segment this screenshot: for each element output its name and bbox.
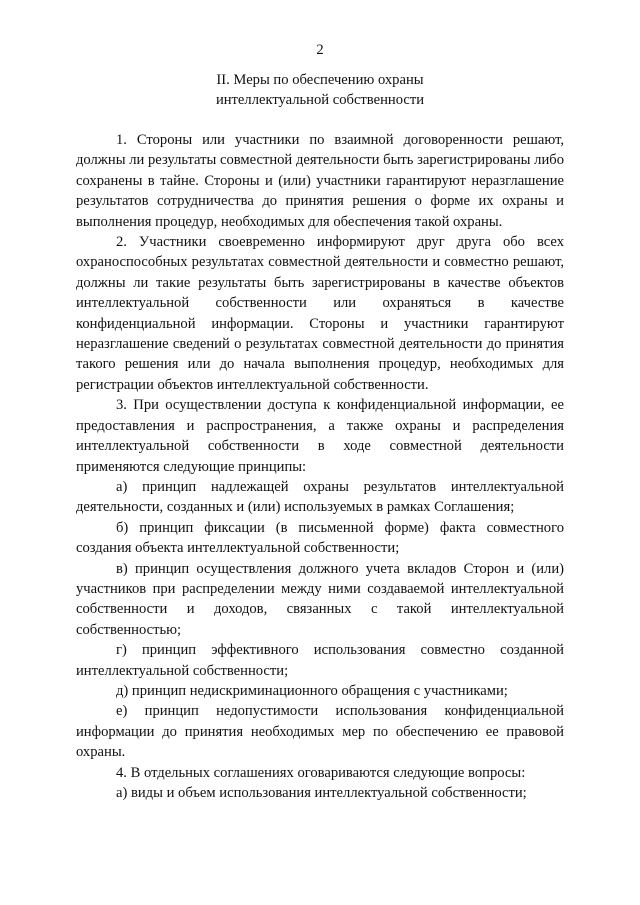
document-body xyxy=(76,130,564,803)
principle-e: д) принцип недискриминационного обращения с участниками; xyxy=(116,682,508,699)
paragraph-3-principles-intro: 3. При осуществлении доступа к конфиденциальной информации, ее предоставления и распространения, а также охраны и распределения интеллектуальной собственности в ходе совместной деятельности применяются следующие принципы: xyxy=(76,397,564,475)
principle-b: б) принцип фиксации (в письменной форме) факта совместного создания объекта интеллектуальной собственности; xyxy=(76,519,564,557)
principle-c: в) принцип осуществления должного учета вкладов Сторон и (или) участников при распределении между ними создаваемой интеллектуальной собственности и доходов, связанных с такой интеллектуальной собственностью; xyxy=(76,560,564,638)
page-number: 2 xyxy=(316,42,324,58)
question-a: а) виды и объем использования интеллектуальной собственности; xyxy=(116,785,527,801)
paragraph-1-confidentiality: 1. Стороны или участники по взаимной договоренности решают, должны ли результаты совместной деятельности быть зарегистрированы либо сохранены в тайне. Стороны и (или) участники гарантируют неразглашение результатов сотрудничества до принятия решения о форме их охраны и выполнения процедур, необходимых для обеспечения такой охраны. xyxy=(76,132,564,230)
section-title-line-2: интеллектуальной собственности xyxy=(215,92,425,108)
section-title-line-1: II. Меры по обеспечению охраны xyxy=(216,72,424,88)
section-title xyxy=(76,70,564,110)
principle-f: е) принцип недопустимости использования конфиденциальной информации до принятия необходимых мер по обеспечению ее правовой охраны. xyxy=(76,703,564,761)
principle-a: а) принцип надлежащей охраны результатов интеллектуальной деятельности, созданных и (или) используемых в рамках Соглашения; xyxy=(76,478,564,516)
paragraph-2-information-exchange: 2. Участники своевременно информируют друг друга обо всех охраноспособных результатах совместной деятельности и совместно решают, должны ли такие результаты быть зарегистрированы в качестве объектов интеллектуальной собственности или охраняться в качестве конфиденциальной информации. Стороны и участники гарантируют неразглашение сведений о результатах совместной деятельности до принятия такого решения или до начала выполнения процедур, необходимых для регистрации объектов интеллектуальной собственности. xyxy=(76,234,564,393)
paragraph-4-agreement-questions: 4. В отдельных соглашениях оговариваются следующие вопросы: xyxy=(116,764,526,781)
principle-d: г) принцип эффективного использования совместно созданной интеллектуальной собственности; xyxy=(76,642,564,679)
document-page xyxy=(76,40,564,803)
